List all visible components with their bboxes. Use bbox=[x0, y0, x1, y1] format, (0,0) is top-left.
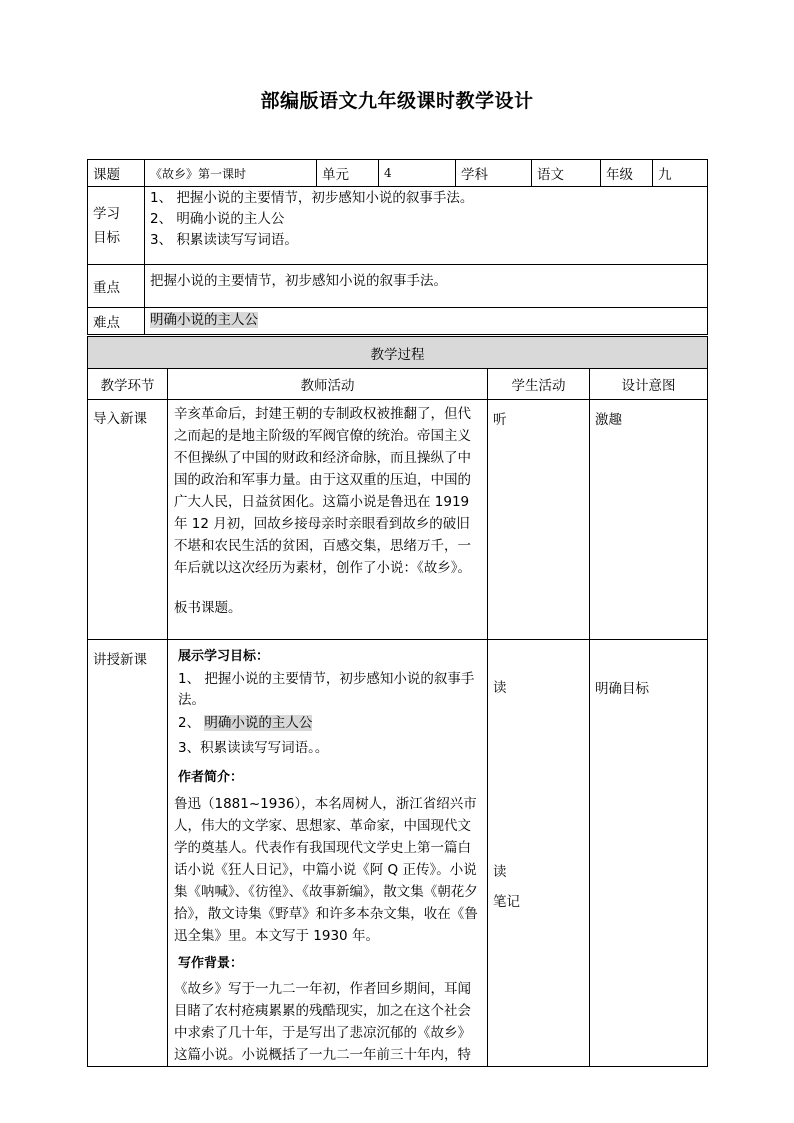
new-lesson-teacher-cell bbox=[168, 640, 488, 1067]
grade-label: 年级 bbox=[601, 160, 653, 187]
unit-value: 4 bbox=[379, 160, 456, 187]
student-activity-read-2: 读 bbox=[493, 864, 507, 880]
objectives-label bbox=[88, 187, 145, 265]
grade-value: 九 bbox=[653, 160, 708, 187]
show-goals-heading: 展示学习目标： bbox=[178, 649, 270, 664]
key-point-text: 把握小说的主要情节，初步感知小说的叙事手法。 bbox=[145, 265, 708, 308]
difficulty-text: 明确小说的主人公 bbox=[150, 312, 258, 328]
objective-item: 1、 把握小说的主要情节，初步感知小说的叙事手法。 bbox=[150, 190, 474, 206]
board-title-text: 板书课题。 bbox=[174, 600, 242, 616]
intro-intent: 激趣 bbox=[590, 400, 708, 640]
goal-item: 3、积累读读写写词语。。 bbox=[178, 740, 329, 756]
process-title: 教学过程 bbox=[88, 337, 708, 369]
teaching-process-table bbox=[87, 336, 708, 1067]
intro-student: 听 bbox=[488, 400, 590, 640]
col-header-student: 学生活动 bbox=[488, 369, 590, 400]
goal-item: 1、 把握小说的主要情节，初步感知小说的叙事手法。 bbox=[178, 671, 475, 708]
page-title: 部编版语文九年级课时教学设计 bbox=[260, 90, 534, 112]
goal-item-highlight: 明确小说的主人公 bbox=[204, 715, 313, 731]
topic-label: 课题 bbox=[88, 160, 145, 187]
background-heading: 写作背景： bbox=[178, 956, 244, 971]
author-text: 鲁迅（1881~1936），本名周树人，浙江省绍兴市人，伟大的文学家、思想家、革命家，中国现代文学的奠基人。代表作有我国现代文学史上第一篇白话小说《狂人日记》，中篇小说《阿 Q 正传》。小说集《呐喊》、《彷徨》、《故事新编》，散文集《朝花夕拾》，散文诗集《野草》和许多本杂文集，收在《鲁迅全集》里。本文写于 1930 年。 bbox=[174, 796, 478, 944]
col-header-stage: 教学环节 bbox=[88, 369, 168, 400]
student-activity-notes: 笔记 bbox=[493, 894, 520, 910]
unit-label: 单元 bbox=[317, 160, 379, 187]
goal-item-prefix: 2、 bbox=[178, 715, 205, 731]
student-activity-read: 读 bbox=[493, 680, 507, 696]
goal-item bbox=[174, 713, 481, 734]
new-lesson-stage: 讲授新课 bbox=[88, 640, 168, 1067]
intro-teacher-cell bbox=[168, 400, 488, 640]
objective-item bbox=[150, 209, 707, 230]
subject-value: 语文 bbox=[532, 160, 601, 187]
difficulty-cell bbox=[145, 308, 708, 335]
key-point-label: 重点 bbox=[88, 265, 145, 308]
objectives-cell bbox=[145, 187, 708, 265]
intro-teacher-text: 辛亥革命后，封建王朝的专制政权被推翻了，但代之而起的是地主阶级的军阀官僚的统治。帝国主义不但操纵了中国的财政和经济命脉，而且操纵了中国的政治和军事力量。由于这双重的压迫，中国的广大人民，日益贫困化。这篇小说是鲁迅在 1919 年 12 月初，回故乡接母亲时亲眼看到故乡的破旧不堪和农民生活的贫困，百感交集，思绪万千，一年后就以这次经历为素材，创作了小说：《故乡》。 bbox=[174, 406, 471, 576]
objective-item-text: 2、 明确小说的主人公 bbox=[150, 211, 285, 227]
new-lesson-intent: 明确目标 bbox=[590, 640, 708, 1067]
objectives-label-line1: 学习 bbox=[93, 205, 120, 222]
difficulty-label: 难点 bbox=[88, 308, 145, 335]
intro-stage: 导入新课 bbox=[88, 400, 168, 640]
objectives-label-line2: 目标 bbox=[93, 229, 120, 246]
col-header-teacher: 教师活动 bbox=[168, 369, 488, 400]
col-header-intent: 设计意图 bbox=[590, 369, 708, 400]
lesson-info-table bbox=[87, 159, 708, 335]
objective-item: 3、 积累读读写写词语。 bbox=[150, 232, 298, 248]
subject-label: 学科 bbox=[456, 160, 532, 187]
topic-value: 《故乡》第一课时 bbox=[145, 160, 317, 187]
author-heading: 作者简介： bbox=[178, 770, 244, 785]
background-text: 《故乡》写于一九二一年初，作者回乡期间，耳闻目睹了农村疮痍累累的残酷现实，加之在这个社会中求索了几十年，于是写出了悲凉沉郁的《故乡》这篇小说。小说概括了一九二一年前三十年内，特 bbox=[174, 981, 471, 1063]
new-lesson-student-cell bbox=[488, 640, 590, 1067]
